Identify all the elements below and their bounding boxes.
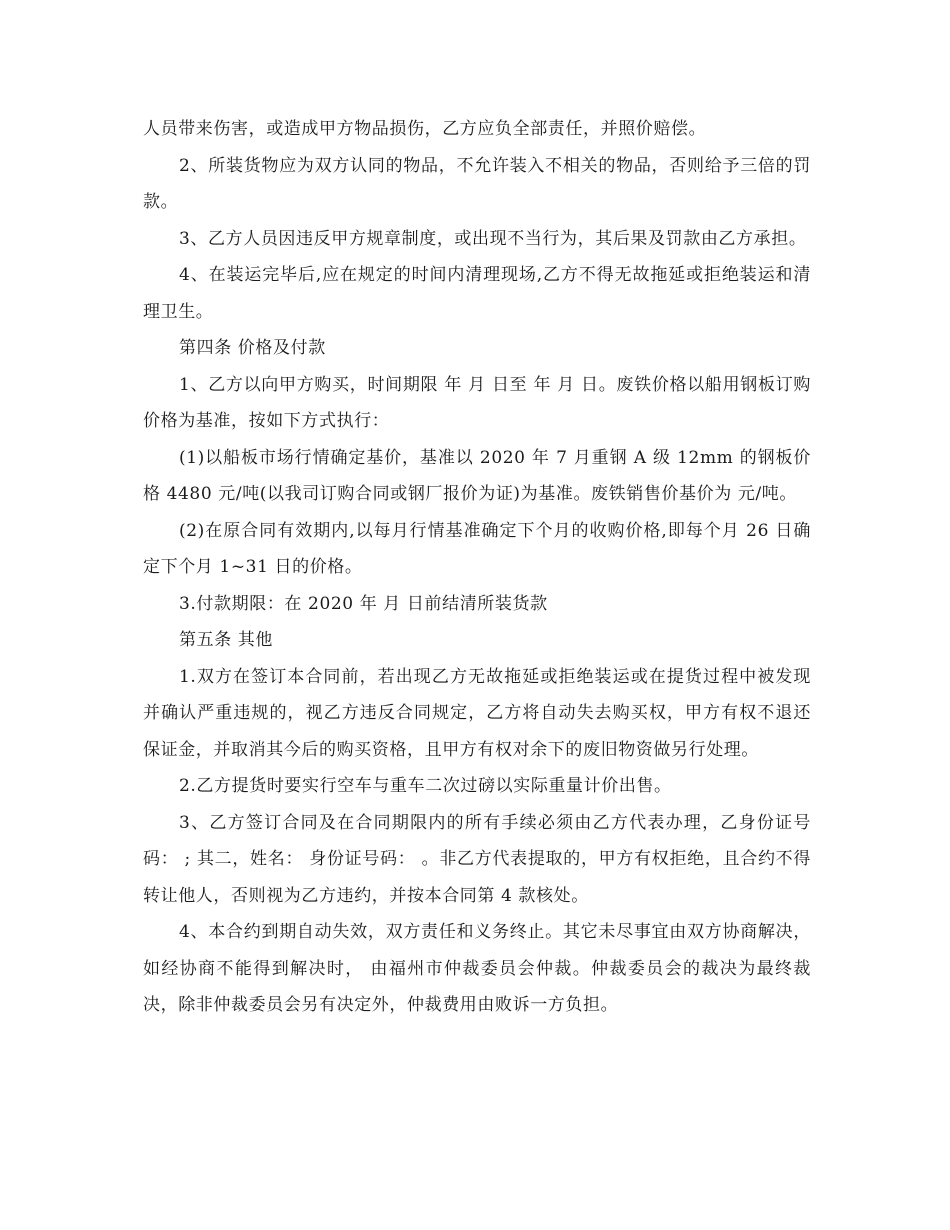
paragraph-liability-continued: 人员带来伤害，或造成甲方物品损伤，乙方应负全部责任，并照价赔偿。	[143, 119, 707, 139]
paragraph-clause-3-4: 4、在装运完毕后,应在规定的时间内清理现场,乙方不得无故拖延或拒绝装运和清理卫生。	[143, 265, 811, 322]
paragraph-clause-4-1-b: (2)在原合同有效期内,以每月行情基准确定下个月的收购价格,即每个月 26 日确定下个月 1~31 日的价格。	[143, 520, 811, 577]
paragraph-clause-5-1: 1.双方在签订本合同前，若出现乙方无故拖延或拒绝装运或在提货过程中被发现并确认严重违规的，视乙方违反合同规定，乙方将自动失去购买权，甲方有权不退还保证金，并取消其今后的购买资格，且甲方有权对余下的废旧物资做另行处理。	[143, 666, 811, 760]
paragraph-clause-5-3: 3、乙方签订合同及在合同期限内的所有手续必须由乙方代表办理，乙身份证号码： ; 其二，姓名： 身份证号码： 。非乙方代表提取的，甲方有权拒绝，且合约不得转让他人，否则视为乙方违约，并按本合同第 4 款核处。	[143, 812, 811, 906]
paragraph-clause-5-4: 4、本合约到期自动失效，双方责任和义务终止。其它未尽事宜由双方协商解决，如经协商不能得到解决时， 由福州市仲裁委员会仲裁。仲裁委员会的裁决为最终裁决，除非仲裁委员会另有决定外，仲裁费用由败诉一方负担。	[143, 922, 811, 1015]
paragraph-clause-4-1: 1、乙方以向甲方购买，时间期限 年 月 日至 年 月 日。废铁价格以船用钢板订购价格为基准，按如下方式执行：	[143, 374, 811, 431]
paragraph-clause-5-2: 2.乙方提货时要实行空车与重车二次过磅以实际重量计价出售。	[179, 776, 672, 796]
paragraph-clause-4-3: 3.付款期限：在 2020 年 月 日前结清所装货款	[179, 593, 548, 614]
section-heading-article-5: 第五条 其他	[179, 630, 274, 650]
document-body	[143, 111, 811, 1024]
section-heading-article-4: 第四条 价格及付款	[179, 338, 326, 358]
paragraph-clause-3-2: 2、所装货物应为双方认同的物品，不允许装入不相关的物品，否则给予三倍的罚款。	[143, 155, 811, 212]
paragraph-clause-4-1-a: (1)以船板市场行情确定基价，基准以 2020 年 7 月重钢 A 级 12mm 的钢板价格 4480 元/吨(以我司订购合同或钢厂报价为证)为基准。废铁销售价基价为 元/吨。	[143, 447, 811, 504]
paragraph-clause-3-3: 3、乙方人员因违反甲方规章制度，或出现不当行为，其后果及罚款由乙方承担。	[179, 228, 807, 249]
